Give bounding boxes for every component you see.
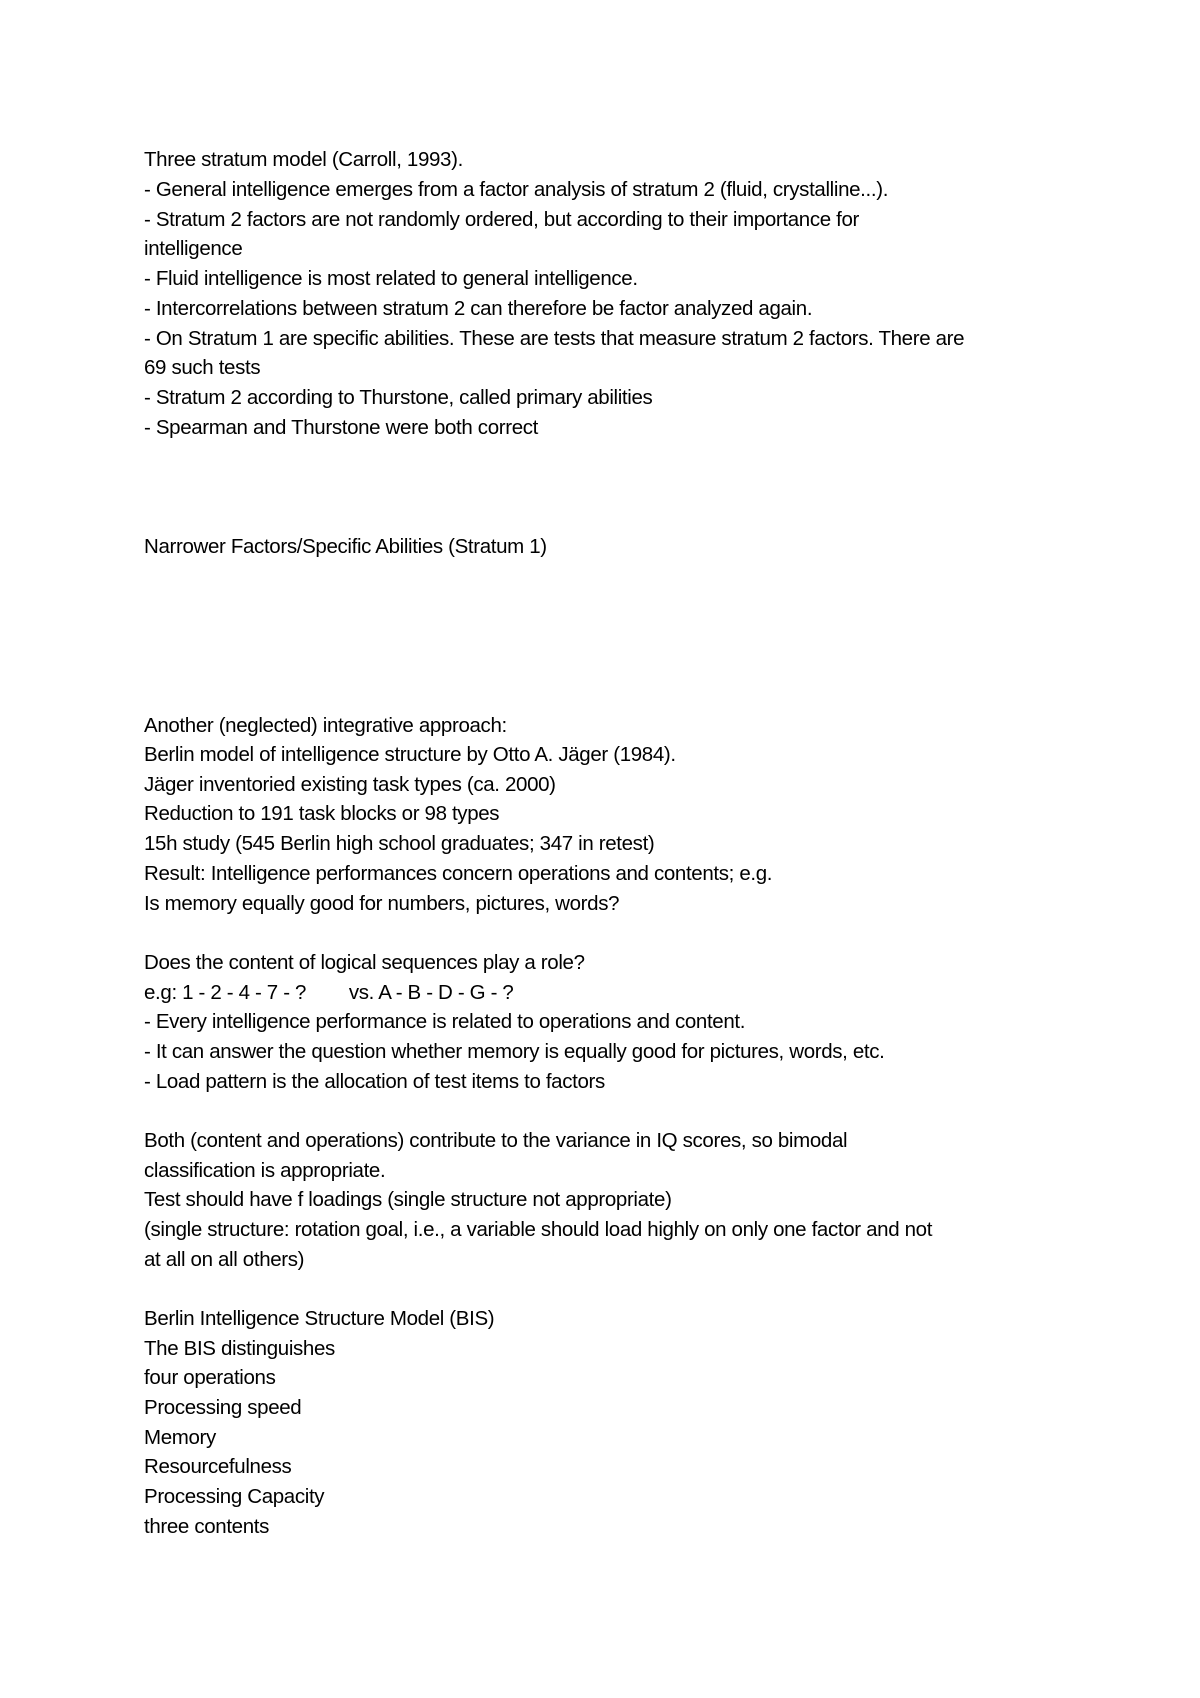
text-line: classification is appropriate. (144, 1159, 386, 1182)
section-heading-narrower-factors: Narrower Factors/Specific Abilities (Stratum 1) (144, 535, 547, 558)
text-line: 15h study (545 Berlin high school graduates; 347 in retest) (144, 832, 655, 855)
text-line: - Fluid intelligence is most related to general intelligence. (144, 267, 638, 290)
text-line: (single structure: rotation goal, i.e., a variable should load highly on only one factor and not (144, 1218, 933, 1241)
text-line: Both (content and operations) contribute to the variance in IQ scores, so bimodal (144, 1129, 848, 1152)
text-line: - Stratum 2 factors are not randomly ordered, but according to their importance for (144, 208, 859, 231)
text-line: Jäger inventoried existing task types (ca. 2000) (144, 773, 556, 796)
text-line: Test should have f loadings (single structure not appropriate) (144, 1188, 672, 1211)
section-heading-integrative-approach: Another (neglected) integrative approach: (144, 714, 507, 737)
text-line: Memory (144, 1426, 216, 1449)
text-line: - General intelligence emerges from a factor analysis of stratum 2 (fluid, crystalline...). (144, 178, 889, 201)
text-line: four operations (144, 1366, 276, 1389)
text-line: Does the content of logical sequences play a role? (144, 951, 585, 974)
text-line: Is memory equally good for numbers, pictures, words? (144, 892, 620, 915)
text-line: - Intercorrelations between stratum 2 can therefore be factor analyzed again. (144, 297, 813, 320)
text-line: - On Stratum 1 are specific abilities. These are tests that measure stratum 2 factors. There are (144, 327, 965, 350)
text-line: - Stratum 2 according to Thurstone, called primary abilities (144, 386, 653, 409)
text-line: - Spearman and Thurstone were both correct (144, 416, 538, 439)
text-line: - It can answer the question whether memory is equally good for pictures, words, etc. (144, 1040, 885, 1063)
text-line: at all on all others) (144, 1248, 305, 1271)
text-line: intelligence (144, 237, 243, 260)
section-heading-bis: Berlin Intelligence Structure Model (BIS) (144, 1307, 495, 1330)
text-line: Processing speed (144, 1396, 302, 1419)
text-line: - Load pattern is the allocation of test items to factors (144, 1070, 605, 1093)
text-line: - Every intelligence performance is related to operations and content. (144, 1010, 746, 1033)
text-line: The BIS distinguishes (144, 1337, 335, 1360)
text-line: Processing Capacity (144, 1485, 325, 1508)
text-line: Berlin model of intelligence structure by Otto A. Jäger (1984). (144, 743, 676, 766)
section-heading-three-stratum: Three stratum model (Carroll, 1993). (144, 148, 463, 171)
text-line: Result: Intelligence performances concern operations and contents; e.g. (144, 862, 773, 885)
text-line: Reduction to 191 task blocks or 98 types (144, 802, 500, 825)
text-line: three contents (144, 1515, 270, 1538)
text-line: 69 such tests (144, 356, 261, 379)
text-line: Resourcefulness (144, 1455, 292, 1478)
text-line: e.g: 1 - 2 - 4 - 7 - ? vs. A - B - D - G - ? (144, 981, 514, 1004)
